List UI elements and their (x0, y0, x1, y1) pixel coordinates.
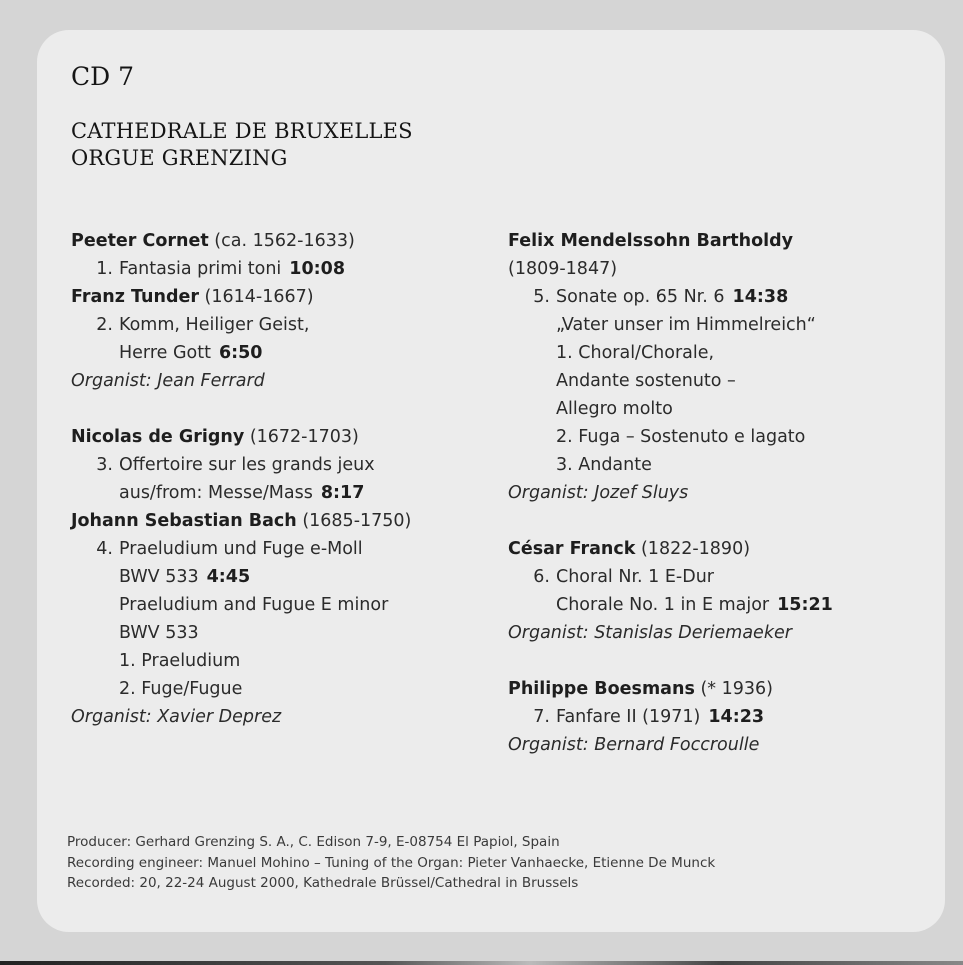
composer-tunder: Franz Tunder (1614-1667) (71, 287, 314, 307)
organist-foccroulle: Organist: Bernard Foccroulle (508, 735, 760, 755)
track-4-english-bwv: BWV 533 (119, 623, 199, 643)
track-4-movement-2: 2. Fuge/Fugue (119, 679, 243, 699)
track-5-subtitle: „Vater unser im Himmelreich“ (556, 315, 816, 335)
composer-franck: César Franck (1822-1890) (508, 539, 751, 559)
track-5-movement-2: 2. Fuga – Sostenuto e lagato (556, 427, 806, 447)
tracklist-right-column (508, 227, 928, 759)
composer-boesmans: Philippe Boesmans (* 1936) (508, 679, 773, 699)
credit-engineer: Recording engineer: Manuel Mohino – Tuning of the Organ: Pieter Vanhaecke, Etienne De Munck (67, 854, 716, 871)
organist-sluys: Organist: Jozef Sluys (508, 483, 689, 503)
track-5-movement-1: 1. Choral/Chorale, (556, 343, 715, 363)
organist-deprez: Organist: Xavier Deprez (71, 707, 282, 727)
composer-cornet: Peeter Cornet (ca. 1562-1633) (71, 231, 355, 251)
recording-credits (67, 832, 715, 894)
track-4-english: Praeludium and Fugue E minor (119, 595, 389, 615)
scan-edge (0, 961, 963, 965)
track-4-bwv: BWV 533 4:45 (119, 567, 251, 587)
track-4-movement-1: 1. Praeludium (119, 651, 241, 671)
track-6: 6. Choral Nr. 1 E-Dur (533, 567, 714, 587)
tracklist-left-column (71, 227, 491, 731)
venue-heading (71, 118, 413, 172)
organist-ferrard: Organist: Jean Ferrard (71, 371, 265, 391)
track-5-movement-1c: Allegro molto (556, 399, 673, 419)
track-2-cont: Herre Gott 6:50 (119, 343, 263, 363)
composer-mendelssohn: Felix Mendelssohn Bartholdy (508, 231, 794, 251)
track-3-cont: aus/from: Messe/Mass 8:17 (119, 483, 365, 503)
track-2: 2. Komm, Heiliger Geist, (96, 315, 310, 335)
organist-deriemaeker: Organist: Stanislas Deriemaeker (508, 623, 792, 643)
track-4: 4. Praeludium und Fuge e-Moll (96, 539, 363, 559)
track-5-movement-3: 3. Andante (556, 455, 652, 475)
track-5-movement-1b: Andante sostenuto – (556, 371, 736, 391)
credit-producer: Producer: Gerhard Grenzing S. A., C. Edison 7-9, E-08754 El Papiol, Spain (67, 834, 560, 850)
credit-recorded: Recorded: 20, 22-24 August 2000, Kathedrale Brüssel/Cathedral in Brussels (67, 875, 579, 891)
composer-bach: Johann Sebastian Bach (1685-1750) (71, 511, 412, 531)
track-3: 3. Offertoire sur les grands jeux (96, 455, 375, 475)
track-7: 7. Fanfare II (1971) 14:23 (533, 707, 765, 727)
venue-line-2: ORGUE GRENZING (71, 146, 288, 170)
composer-grigny: Nicolas de Grigny (1672-1703) (71, 427, 359, 447)
cd-number: CD 7 (71, 62, 135, 91)
track-6-english: Chorale No. 1 in E major 15:21 (556, 595, 833, 615)
composer-mendelssohn-dates: (1809-1847) (508, 259, 618, 279)
track-1: 1. Fantasia primi toni 10:08 (96, 259, 346, 279)
venue-line-1: CATHEDRALE DE BRUXELLES (71, 119, 413, 143)
track-5: 5. Sonate op. 65 Nr. 6 14:38 (533, 287, 789, 307)
